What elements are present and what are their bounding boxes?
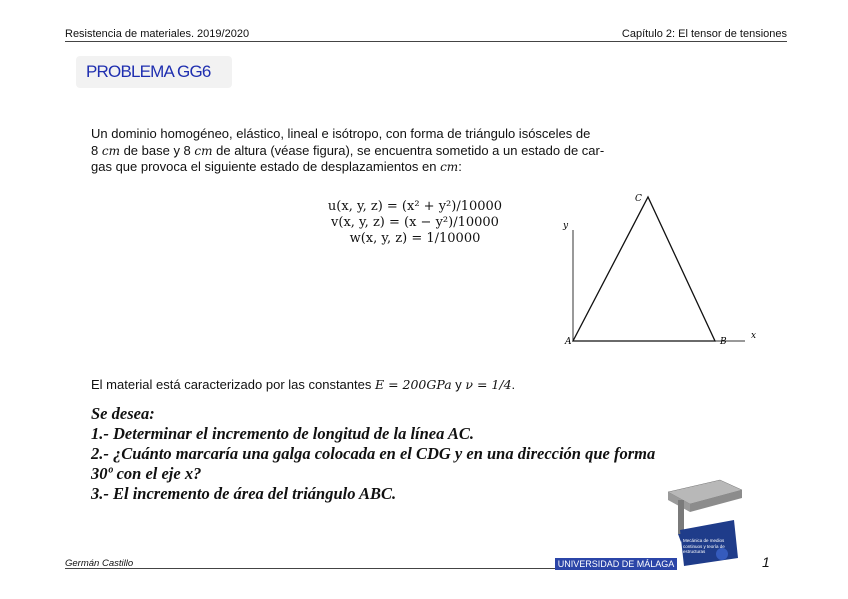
- statement-line-2: [91, 143, 731, 160]
- young-modulus: E = 200GPa: [374, 377, 452, 392]
- problem-statement: [91, 126, 731, 176]
- material-text: .: [511, 377, 516, 392]
- unit-cm: cm: [440, 160, 459, 174]
- statement-text: gas que provoca el siguiente estado de desplazamientos en: [91, 159, 441, 174]
- poisson-ratio: ν = 1/4: [465, 377, 512, 392]
- header-divider: [65, 41, 787, 42]
- label-y: y: [563, 221, 569, 231]
- logo-text: Mecánica de medios continuos y teoría de estructuras: [683, 538, 725, 554]
- statement-text: de altura (véase figura), se encuentra sometido a un estado de car-: [212, 142, 605, 158]
- material-text: y: [451, 377, 466, 392]
- material-constants: [91, 377, 515, 392]
- page-number: 1: [762, 554, 770, 570]
- statement-text: de base y 8: [119, 142, 195, 158]
- statement-line-1: Un dominio homogéneo, elástico, lineal e isótropo, con forma de triángulo isósceles de: [91, 126, 591, 141]
- footer-divider: [65, 568, 555, 569]
- equation-u: u(x, y, z) = (x² + y²)/10000: [327, 199, 503, 214]
- university-bar: UNIVERSIDAD DE MÁLAGA: [555, 558, 677, 570]
- task-1: 1.- Determinar el incremento de longitud de la línea AC.: [91, 424, 475, 443]
- header-course: Resistencia de materiales. 2019/2020: [65, 28, 250, 40]
- task-3: 3.- El incremento de área del triángulo ABC.: [91, 484, 397, 503]
- page-title: PROBLEMA GG6: [86, 62, 211, 81]
- header-chapter: Capítulo 2: El tensor de tensiones: [621, 28, 787, 40]
- displacement-equations: [300, 199, 530, 247]
- task-2-continued: 30º con el eje x?: [91, 464, 202, 483]
- statement-line-3: [91, 159, 731, 176]
- label-x: x: [751, 331, 757, 341]
- triangle-abc: [573, 197, 715, 341]
- unit-cm: cm: [194, 143, 213, 158]
- label-c: C: [635, 194, 642, 204]
- department-logo: [660, 478, 742, 568]
- material-text: El material está caracterizado por las constantes: [91, 377, 375, 392]
- triangle-figure: [560, 188, 760, 350]
- statement-text: :: [458, 159, 462, 174]
- label-a: A: [565, 337, 572, 347]
- task-2: 2.- ¿Cuánto marcaría una galga colocada en el CDG y en una dirección que forma: [91, 444, 656, 463]
- label-b: B: [720, 337, 727, 347]
- footer-author: Germán Castillo: [65, 558, 134, 569]
- equation-w: w(x, y, z) = 1/10000: [349, 231, 481, 246]
- task-heading: Se desea:: [91, 404, 155, 423]
- unit-cm: cm: [101, 143, 120, 158]
- equation-v: v(x, y, z) = (x − y²)/10000: [331, 215, 499, 230]
- statement-text: 8: [91, 142, 102, 158]
